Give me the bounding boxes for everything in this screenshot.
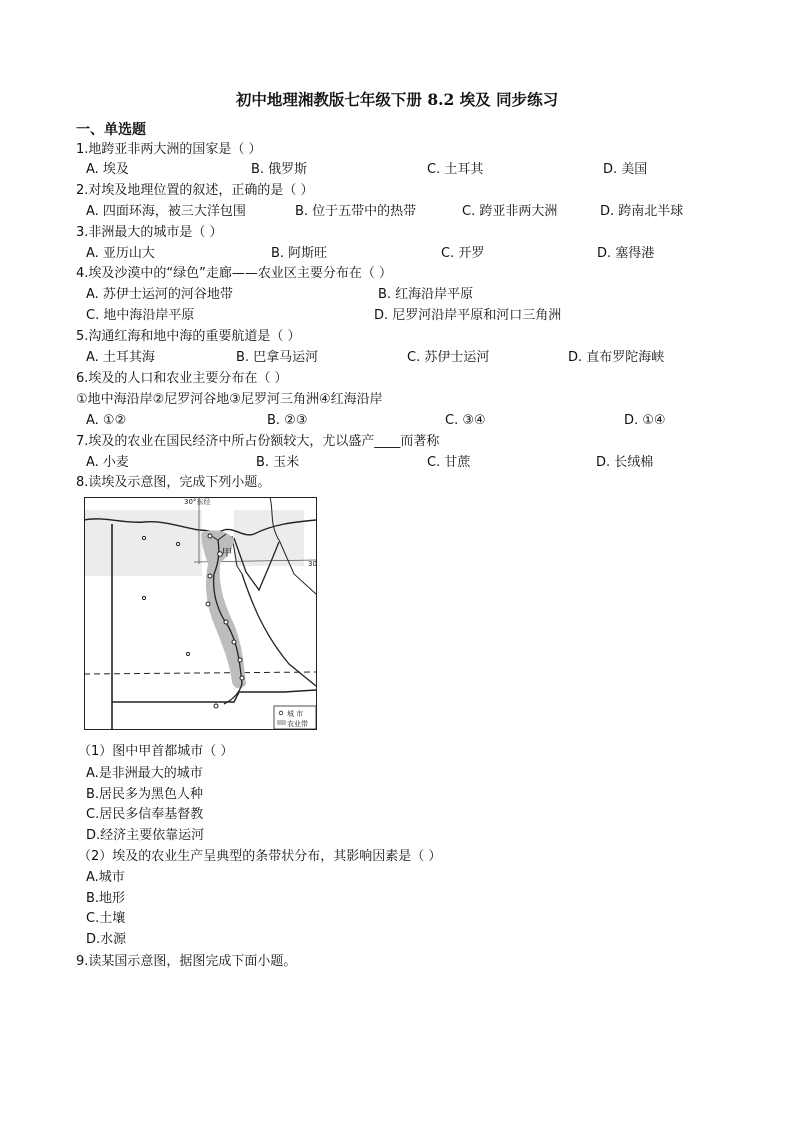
- sq1-option-c[interactable]: C.居民多信奉基督教: [86, 807, 204, 822]
- q1-option-b[interactable]: B. 俄罗斯: [251, 162, 308, 177]
- map-city: [240, 676, 244, 680]
- q7-option-c[interactable]: C. 甘蔗: [427, 455, 471, 470]
- q3-option-a[interactable]: A. 亚历山大: [86, 246, 155, 261]
- map-city: [176, 542, 179, 545]
- map-latitude-label: 30: [308, 560, 317, 568]
- q5-option-c[interactable]: C. 苏伊士运河: [407, 350, 490, 365]
- sq2-option-d[interactable]: D.水源: [86, 932, 127, 947]
- sq2-option-c[interactable]: C.土壤: [86, 911, 126, 926]
- map-city: [238, 658, 242, 662]
- map-red-sea-coast: [242, 574, 316, 686]
- sq1-option-d[interactable]: D.经济主要依靠运河: [86, 828, 205, 843]
- q3-option-b[interactable]: B. 阿斯旺: [271, 246, 328, 261]
- map-legend-farm-symbol: [277, 720, 286, 725]
- q5-option-b[interactable]: B. 巴拿马运河: [236, 350, 319, 365]
- question-9-stem: 9.读某国示意图，据图完成下面小题。: [76, 954, 297, 969]
- map-legend: [274, 706, 316, 729]
- map-city: [214, 704, 218, 708]
- map-city: [208, 574, 212, 578]
- subquestion-2-stem: （2）埃及的农业生产呈典型的条带状分布，其影响因素是（ ）: [78, 849, 442, 864]
- question-5-stem: 5.沟通红海和地中海的重要航道是（ ）: [76, 329, 301, 344]
- q7-option-b[interactable]: B. 玉米: [256, 455, 300, 470]
- question-3-stem: 3.非洲最大的城市是（ ）: [76, 225, 223, 240]
- question-4-stem: 4.埃及沙漠中的“绿色”走廊——农业区主要分布在（ ）: [76, 266, 393, 281]
- q7-option-a[interactable]: A. 小麦: [86, 455, 129, 470]
- q2-option-a[interactable]: A. 四面环海，被三大洋包围: [86, 204, 246, 219]
- question-2-stem: 2.对埃及地理位置的叙述，正确的是（ ）: [76, 183, 314, 198]
- map-desert-shade-east: [234, 510, 304, 566]
- q1-option-a[interactable]: A. 埃及: [86, 162, 129, 177]
- subquestion-1-stem: （1）图中甲首都城市（ ）: [78, 744, 234, 759]
- question-6-statements: ①地中海沿岸②尼罗河谷地③尼罗河三角洲④红海沿岸: [76, 392, 383, 407]
- q3-option-c[interactable]: C. 开罗: [441, 246, 485, 261]
- q2-option-b[interactable]: B. 位于五带中的热带: [295, 204, 417, 219]
- q5-option-a[interactable]: A. 土耳其海: [86, 350, 155, 365]
- document-title: 初中地理湘教版七年级下册 8.2 埃及 同步练习: [235, 90, 559, 109]
- sq2-option-a[interactable]: A.城市: [86, 870, 125, 885]
- q4-option-d[interactable]: D. 尼罗河沿岸平原和河口三角洲: [374, 308, 562, 323]
- map-desert-shade: [84, 510, 202, 576]
- map-city: [224, 620, 228, 624]
- sq1-option-b[interactable]: B.居民多为黑色人种: [86, 787, 204, 802]
- sq1-option-a[interactable]: A.是非洲最大的城市: [86, 766, 203, 781]
- q2-option-c[interactable]: C. 跨亚非两大洲: [462, 204, 558, 219]
- map-city: [186, 652, 189, 655]
- q1-option-c[interactable]: C. 土耳其: [427, 162, 484, 177]
- q4-option-a[interactable]: A. 苏伊士运河的河谷地带: [86, 287, 233, 302]
- question-7-stem: 7.埃及的农业在国民经济中所占份额较大，尤以盛产____而著称: [76, 434, 440, 449]
- q1-option-d[interactable]: D. 美国: [603, 162, 648, 177]
- map-legend-farm: 农业带: [287, 720, 308, 728]
- q6-option-b[interactable]: B. ②③: [267, 413, 308, 428]
- question-1-stem: 1.地跨亚非两大洲的国家是（ ）: [76, 142, 262, 157]
- map-city: [142, 536, 145, 539]
- q2-option-d[interactable]: D. 跨南北半球: [600, 204, 684, 219]
- sq2-option-b[interactable]: B.地形: [86, 891, 126, 906]
- map-city: [232, 640, 236, 644]
- map-latitude-line: [84, 672, 316, 674]
- egypt-map: [84, 494, 321, 734]
- question-6-stem: 6.埃及的人口和农业主要分布在（ ）: [76, 371, 288, 386]
- question-8-stem: 8.读埃及示意图，完成下列小题。: [76, 475, 271, 490]
- map-legend-city: 城 市: [287, 710, 304, 718]
- map-capital-label: 甲: [222, 548, 232, 559]
- q4-option-c[interactable]: C. 地中海沿岸平原: [86, 308, 195, 323]
- q6-option-d[interactable]: D. ①④: [624, 413, 666, 428]
- map-city: [208, 534, 212, 538]
- section-heading: 一、单选题: [76, 122, 146, 138]
- map-city: [206, 602, 210, 606]
- map-city: [142, 596, 145, 599]
- q3-option-d[interactable]: D. 塞得港: [597, 246, 655, 261]
- q5-option-d[interactable]: D. 直布罗陀海峡: [568, 350, 665, 365]
- q7-option-d[interactable]: D. 长绒棉: [596, 455, 654, 470]
- q6-option-c[interactable]: C. ③④: [445, 413, 486, 428]
- q6-option-a[interactable]: A. ①②: [86, 413, 127, 428]
- q4-option-b[interactable]: B. 红海沿岸平原: [378, 287, 474, 302]
- map-longitude-label: 30°东经: [184, 498, 211, 506]
- map-legend-city-symbol: [279, 711, 283, 715]
- map-border-south: [112, 690, 316, 702]
